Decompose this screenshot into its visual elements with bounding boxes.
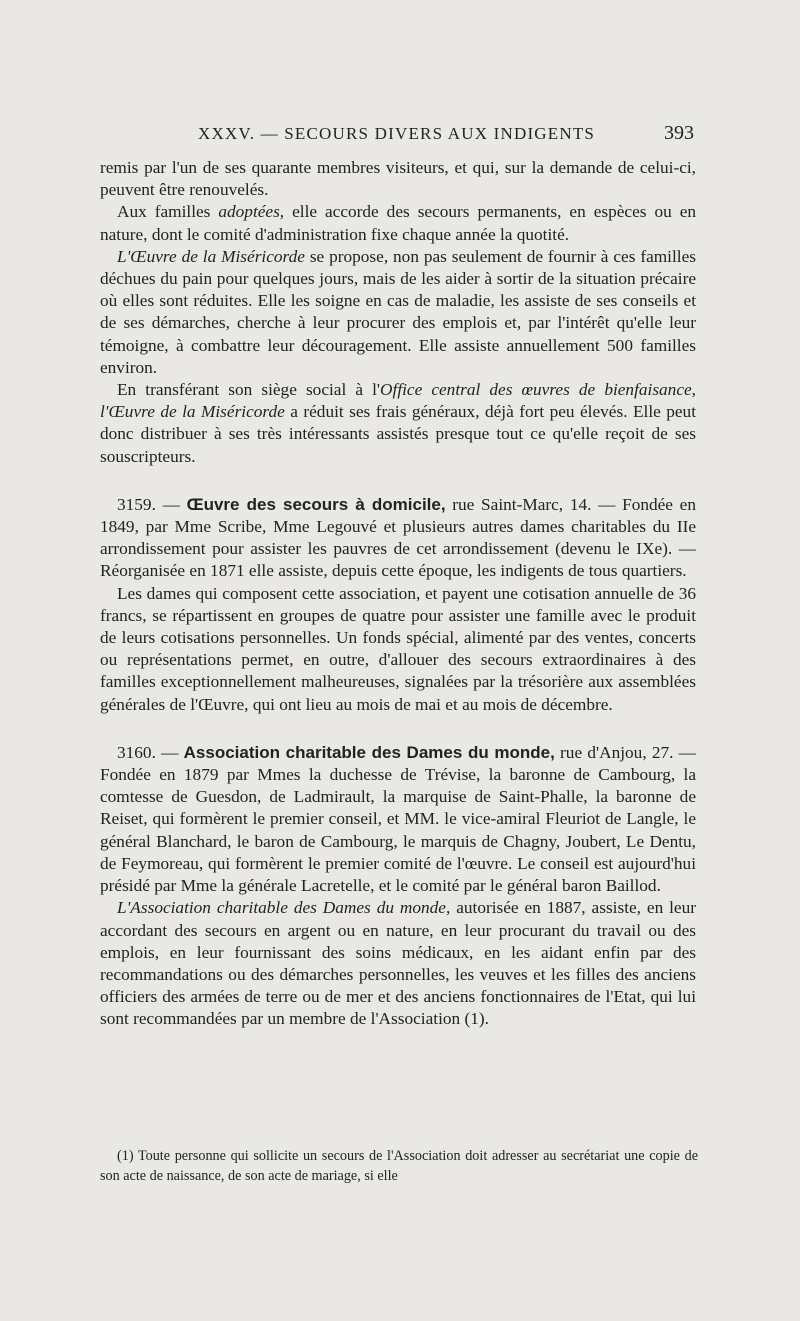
- running-header: [100, 122, 696, 150]
- paragraph-text: se propose, non pas seulement de fournir à ces familles déchues du pain pour quelques jours, mais de les aider à sortir de la situation précaire où elles sont réduites. Elle les soigne en cas de maladie, les assiste de ses conseils et de ses démarches, cherche à leur procurer des emplois et, par l'intérêt qu'elle leur témoigne, à combattre leur découragement. Elle assiste annuellement 500 familles environ.: [100, 246, 696, 377]
- entry-dash: —: [155, 494, 187, 514]
- entry-text: rue d'Anjou, 27. — Fondée en 1879 par Mmes la duchesse de Trévise, la baronne de Cambourg, la comtesse de Guesdon, de Ladmirault, la marquise de Saint-Phalle, la baronne de Reiset, qui formèrent le premier conseil, et MM. le vice-amiral Fleuriot de Langle, le général Blanchard, le baron de Cambourg, le marquis de Chagny, Joubert, Le Dentu, de Feymoreau, qui formèrent le premier comité de l'œuvre. Le conseil est aujourd'hui présidé par Mme la générale Lacretelle, et le comité par le général baron Baillod.: [100, 742, 697, 896]
- entry-dash: —: [155, 742, 184, 762]
- entry-3160: [100, 742, 696, 897]
- body-text: [100, 157, 696, 1031]
- paragraph-cotisation: Les dames qui composent cette association, et payent une cotisation annuelle de 36 francs, se répartissent en groupes de quatre pour assister une famille avec le produit de leurs cotisations personnelles. Un fonds spécial, alimenté par des ventes, concerts ou représentations permet, en outre, d'allouer des secours extraordinaires à des familles exceptionnellement malheureuses, signalées par la trésorière aux assemblées générales de l'Œuvre, qui ont lieu au mois de mai et au mois de décembre.: [100, 583, 696, 714]
- italic-title: Office central des œuvres de bienfaisance,: [380, 380, 696, 400]
- paragraph-adopted-families: [100, 201, 696, 245]
- italic-title: L'Association charitable des Dames du monde,: [117, 898, 451, 918]
- paragraph-text: a réduit ses frais généraux, déjà fort peu élevés. Elle peut donc distribuer à ses très intéressants assistés presque tout ce qu'elle reçoit de ses souscripteurs.: [100, 402, 696, 466]
- paragraph-text: elle accorde des secours permanents, en espèces ou en nature, dont le comité d'administration fixe chaque année la quotité.: [100, 202, 696, 244]
- paragraph-oeuvre-misericorde: [100, 246, 696, 379]
- entry-number: 3159.: [117, 494, 156, 514]
- paragraph-text: Aux familles: [117, 202, 219, 222]
- paragraph-continuation: remis par l'un de ses quarante membres visiteurs, et qui, sur la demande de celui-ci, peuvent être renouvelés.: [100, 158, 696, 200]
- entry-text: rue Saint-Marc, 14. — Fondée en 1849, par Mme Scribe, Mme Legouvé et plusieurs autres dames charitables du IIe arrondissement pour assister les pauvres de cet arrondissement (devenu le IXe). — Réorganisée en 1871 elle assiste, depuis cette époque, les indigents de tous quartiers.: [100, 494, 696, 581]
- entry-3159: [100, 494, 696, 583]
- page-number: 393: [664, 122, 694, 144]
- italic-term: adoptées,: [218, 202, 285, 222]
- entry-heading: Œuvre des secours à domicile,: [186, 494, 446, 514]
- running-header-title: XXXV. — SECOURS DIVERS AUX INDIGENTS: [198, 124, 596, 143]
- paragraph-association-dames: [100, 897, 696, 1030]
- footnote-text: (1) Toute personne qui sollicite un secours de l'Association doit adresser au secrétariat une copie de son acte de naissance, de son acte de mariage, si elle: [100, 1148, 698, 1184]
- entry-heading: Association charitable des Dames du monde,: [183, 742, 555, 762]
- footnote: [100, 1146, 698, 1186]
- italic-title: L'Œuvre de la Miséricorde: [117, 246, 305, 266]
- paragraph-siege-social: [100, 379, 696, 468]
- entry-number: 3160.: [117, 742, 156, 762]
- paragraph-text: autorisée en 1887, assiste, en leur accordant des secours en argent ou en nature, en leur procurant du travail ou des emplois, en leur fournissant des soins médicaux, en les aidant enfin par des recommandations ou des démarches personnelles, les veuves et les filles des anciens officiers des armées de terre ou de mer et des anciens fonctionnaires de l'Etat, qui lui sont recommandées par un membre de l'Association (1).: [100, 898, 697, 1029]
- paragraph-text: En transférant son siège social à l': [117, 380, 381, 400]
- italic-title: l'Œuvre de la Miséricorde: [100, 402, 285, 422]
